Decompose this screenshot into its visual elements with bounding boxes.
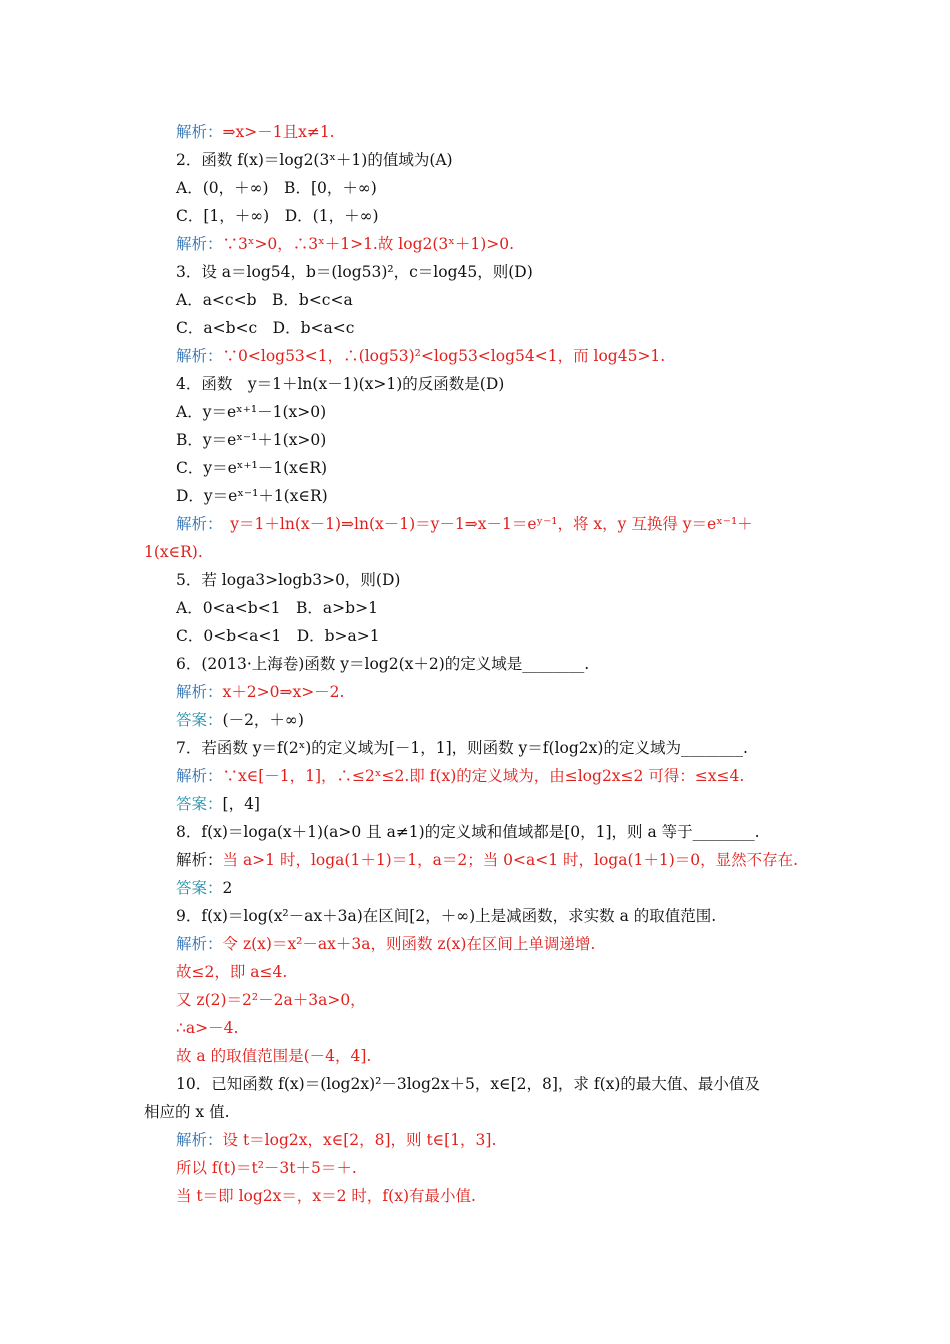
- text-line: [176, 1073, 760, 1095]
- text-line: [176, 401, 326, 423]
- line-text: B．y＝eˣ⁻¹＋1(x>0): [176, 431, 327, 449]
- line-label: 答案：: [176, 795, 223, 813]
- text-line: [176, 905, 716, 927]
- text-line: [176, 513, 753, 535]
- text-line: [176, 1157, 357, 1179]
- line-text: 相应的 x 值.: [144, 1103, 230, 1121]
- text-line: [176, 205, 379, 227]
- line-text: 故 a 的取值范围是(－4，4].: [176, 1047, 372, 1065]
- line-text: 6．(2013·上海卷)函数 y＝log2(x＋2)的定义域是________.: [176, 655, 590, 673]
- line-text: 4．函数 y＝1＋ln(x－1)(x>1)的反函数是(D): [176, 375, 505, 393]
- text-line: [176, 597, 378, 619]
- line-text: [，4]: [222, 795, 260, 813]
- line-label: 解析：: [176, 683, 223, 701]
- line-text: 又 z(2)＝2²－2a＋3a>0，: [176, 991, 366, 1009]
- line-text: C．[1，＋∞) D．(1，＋∞): [176, 207, 379, 225]
- line-text: A．y＝eˣ⁺¹－1(x>0): [176, 403, 327, 421]
- line-text: D．y＝eˣ⁻¹＋1(x∈R): [176, 487, 328, 505]
- line-text: A．a<c<b B．b<c<a: [176, 291, 353, 309]
- text-line: [176, 317, 354, 339]
- text-line: [176, 485, 328, 507]
- text-line: [176, 625, 380, 647]
- text-line: [176, 569, 400, 591]
- line-text: 2: [222, 879, 233, 897]
- line-text: (－2，＋∞): [222, 711, 304, 729]
- line-text: 令 z(x)＝x²－ax＋3a，则函数 z(x)在区间上单调递增.: [222, 935, 596, 953]
- line-label: 答案：: [176, 879, 223, 897]
- line-label: 解析：: [176, 767, 223, 785]
- line-text: A．0<a<b<1 B．a>b>1: [176, 599, 378, 617]
- line-text: 5．若 loga3>logb3>0，则(D): [176, 571, 401, 589]
- line-text: ∵3ˣ>0，∴3ˣ＋1>1.故 log2(3ˣ＋1)>0.: [222, 235, 515, 253]
- line-text: 7．若函数 y＝f(2ˣ)的定义域为[－1，1]，则函数 y＝f(log2x)的定义域为________.: [176, 739, 748, 757]
- text-line: [176, 429, 326, 451]
- text-line: [176, 1017, 238, 1039]
- line-label: 解析：: [176, 515, 215, 533]
- line-text: 10．已知函数 f(x)＝(log2x)²－3log2x＋5，x∈[2，8]，求 f(x)的最大值、最小值及: [176, 1075, 760, 1093]
- line-text: x＋2>0⇒x>－2.: [222, 683, 345, 701]
- line-text: 当 a>1 时，loga(1＋1)＝1，a＝2；当 0<a<1 时，loga(1＋1)＝0，显然不存在.: [222, 851, 799, 869]
- text-line: [176, 821, 760, 843]
- text-line: [176, 345, 665, 367]
- line-label: 解析：: [176, 347, 223, 365]
- text-line: [176, 1185, 476, 1207]
- line-text: ∵x∈[－1，1]，∴≤2ˣ≤2.即 f(x)的定义域为，由≤log2x≤2 可得：≤x≤4.: [222, 767, 745, 785]
- line-text: C．y＝eˣ⁺¹－1(x∈R): [176, 459, 328, 477]
- text-line: [176, 149, 453, 171]
- text-line: [176, 373, 504, 395]
- text-line: [176, 457, 327, 479]
- line-label: 解析：: [176, 935, 223, 953]
- text-line: [176, 681, 344, 703]
- text-line: [176, 233, 514, 255]
- line-text: ∵0<log53<1，∴(log53)²<log53<log54<1，而 log45>1.: [222, 347, 666, 365]
- line-text: 9．f(x)＝log(x²－ax＋3a)在区间[2，＋∞)上是减函数，求实数 a 的取值范围.: [176, 907, 717, 925]
- text-line: [144, 541, 203, 563]
- text-line: [176, 877, 232, 899]
- line-text: y＝1＋ln(x－1)⇒ln(x－1)＝y－1⇒x－1＝eʸ⁻¹，将 x，y 互换得 y＝eˣ⁻¹＋: [214, 515, 753, 533]
- text-line: [176, 765, 744, 787]
- text-line: [176, 709, 304, 731]
- text-line: [176, 849, 798, 871]
- text-line: [176, 933, 595, 955]
- line-label: 解析：: [176, 851, 223, 869]
- line-text: 8．f(x)＝loga(x＋1)(a>0 且 a≠1)的定义域和值域都是[0，1]，则 a 等于________.: [176, 823, 760, 841]
- text-line: [176, 177, 377, 199]
- text-line: [176, 989, 366, 1011]
- line-label: 答案：: [176, 711, 223, 729]
- line-label: 解析：: [176, 123, 223, 141]
- line-text: C．a<b<c D．b<a<c: [176, 319, 355, 337]
- line-text: ⇒x>－1且x≠1.: [222, 123, 335, 141]
- text-line: [176, 261, 533, 283]
- text-line: [176, 1045, 371, 1067]
- text-line: [176, 961, 287, 983]
- text-line: [176, 1129, 496, 1151]
- text-line: [176, 793, 260, 815]
- line-text: 2．函数 f(x)＝log2(3ˣ＋1)的值域为(A): [176, 151, 453, 169]
- line-text: 设 t＝log2x，x∈[2，8]，则 t∈[1，3].: [222, 1131, 497, 1149]
- text-line: [176, 121, 335, 143]
- text-line: [176, 653, 589, 675]
- line-text: 当 t＝即 log2x＝，x＝2 时，f(x)有最小值.: [176, 1187, 476, 1205]
- text-line: [176, 289, 353, 311]
- line-text: A．(0，＋∞) B．[0，＋∞): [176, 179, 377, 197]
- line-text: C．0<b<a<1 D．b>a>1: [176, 627, 380, 645]
- line-text: 所以 f(t)＝t²－3t＋5＝＋.: [176, 1159, 357, 1177]
- text-line: [176, 737, 748, 759]
- line-text: ∴a>－4.: [176, 1019, 239, 1037]
- line-label: 解析：: [176, 235, 223, 253]
- line-text: 故≤2，即 a≤4.: [176, 963, 288, 981]
- text-line: [144, 1101, 230, 1123]
- line-label: 解析：: [176, 1131, 223, 1149]
- line-text: 1(x∈R).: [144, 543, 203, 561]
- line-text: 3．设 a＝log54，b＝(log53)²，c＝log45，则(D): [176, 263, 533, 281]
